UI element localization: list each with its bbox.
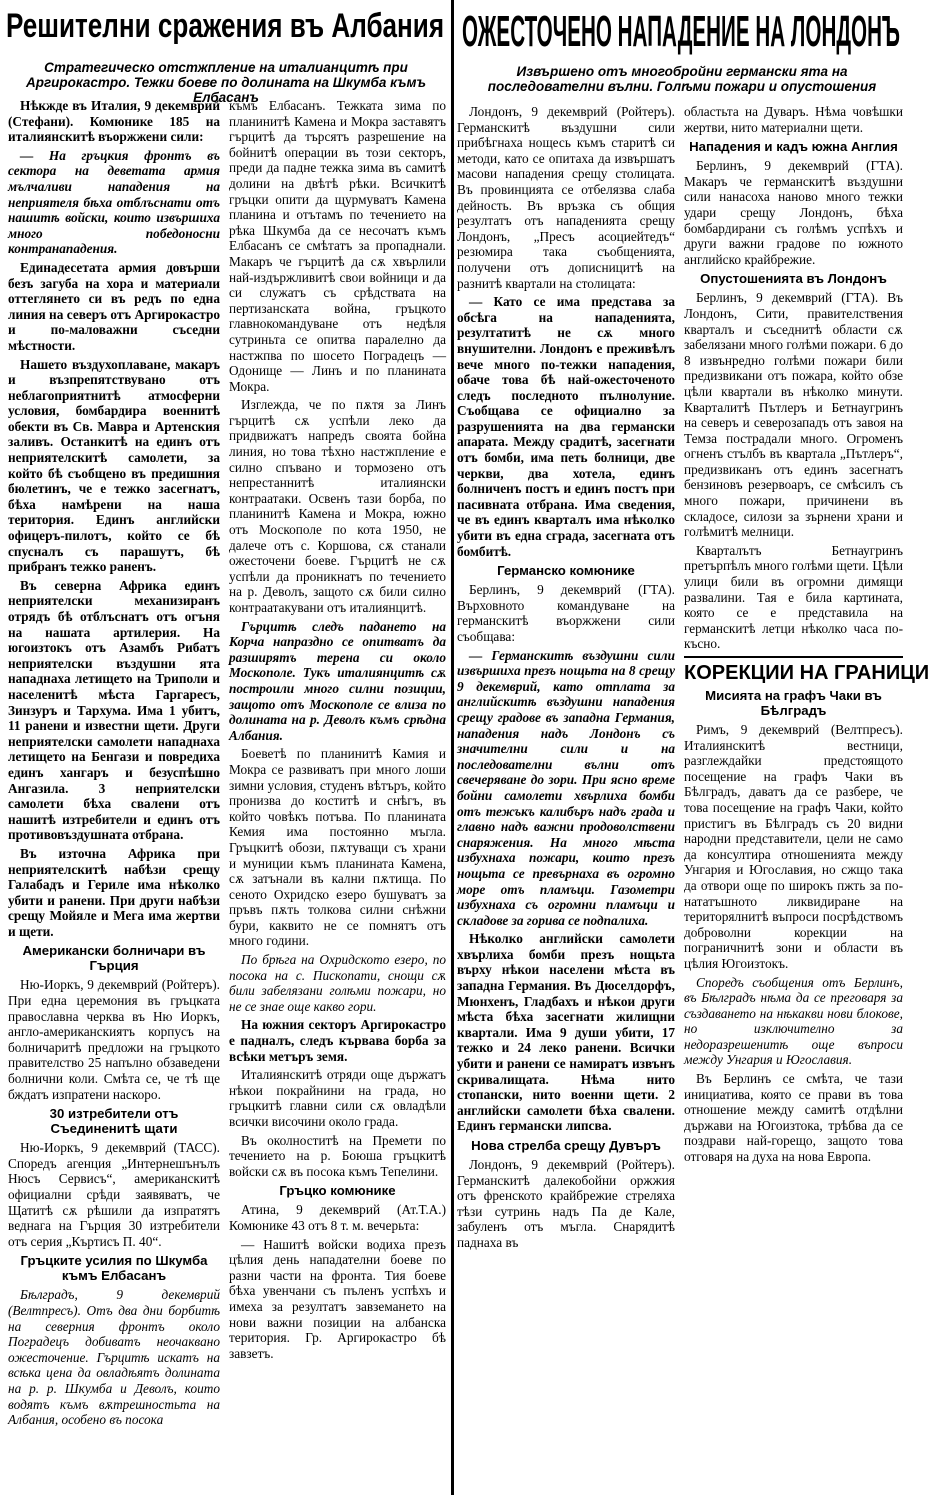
- corrections-deck: Мисията на графъ Чаки въ Бѣлградъ: [705, 688, 882, 718]
- subheading: Опустошенията въ Лондонъ: [700, 271, 887, 287]
- paragraph: — Като се има представа за обсѣга на нападенията, резултатитѣ не сѫ много внушителни. Лондонъ е преживѣлъ вече много по-тежки нападения, обаче това бѣ най-ожесточеното следъ последното пълнолуние. Съобщава се официално за разрушенията на два германски апарата. Между срадитѣ, засегнати отъ бомби, има петь болници, две черкви, два хотела, единъ болниченъ постъ и единъ постъ при пасивната отбрана. Има сведения, че въ единъ кварталъ има нѣколко убити въ една сграда, засегната отъ бомбитѣ.: [457, 294, 675, 559]
- paragraph: Единадесетата армия довърши безъ загуба на хора и материали оттеглянето си въ редъ по една линия на северъ отъ Аргирокастро и по-маловажни съседни мѣстности.: [8, 259, 220, 353]
- paragraph: Атина, 9 декемврий (Ат.Т.А.) Комюнике 43 отъ 8 т. м. вечерьта:: [229, 1202, 446, 1233]
- paragraph: Боеветѣ по планинитѣ Камия и Мокра се развиватъ при много лоши зимни условия, студенъ вѣтъръ, който пронизва до коститѣ и снѣгъ, въ който човѣкъ потъва. По планината Кемия има постоянно мъгла. Гръцкитѣ обози, пѫтуващи съ храни и муниции къмъ планината Камена, сѫ затънали въ кални пѫтища. По сеното Охридско езеро бушуватъ за пръвъ пѫть толкова силни снѣжни бури, каквито не се помнятъ отъ много години.: [229, 746, 446, 949]
- subheading: Нападения и кадъ южна Англия: [689, 139, 898, 155]
- paragraph: Въ Берлинъ се смѣта, че тази инициатива, която се прави въ това отношение между самитѣ отдѣлни държави на Югоизтока, трѣбва да се поздрави най-горещо, защото това отговаря на духа на нова Европа.: [684, 1071, 903, 1165]
- column-divider: [451, 0, 454, 1495]
- albania-deck: Стратегическо отстжпление на италианцитѣ при Аргирокастро. Тежки боеве по долината на Шкумба къмъ Елбасанъ: [25, 60, 427, 105]
- london-headline: ОЖЕСТОЧЕНО НАПАДЕНИЕ НА ЛОНДОНЪ: [462, 7, 900, 56]
- paragraph: Берлинъ, 9 декемврий (ГТА). Макаръ че германскитѣ въздушни сили нанасоха наново много тежки удари срещу Лондонъ, бѣха бомбардирани съ голѣмъ успѣхъ и други важни градове по южното английско крайбрежие.: [684, 158, 903, 267]
- paragraph: Лондонъ, 9 декемврий (Ройтеръ). Германскитѣ въздушни сили прибѣгнаха нощесь къмъ старитѣ си методи, като се опитаха да извършатъ масови нападения срещу столицата. Въ провинцията се отбелязва слаба дейность. Въ връзка съ общия резултатъ отъ нападенията срещу Лондонъ, „Пресъ асоциейтедъ“ резюмира така съобщенията, получени отъ дописницитѣ на разнитѣ квартали на столицата:: [457, 104, 675, 291]
- paragraph: Въ северна Африка единъ неприятелски механизиранъ отрядъ бѣ отблъснатъ отъ огъня на нашата артилерия. На югоизтокъ отъ Азамбъ Рибатъ неприятелски въздушни ята нападнаха летището на Триполи и населенитѣ мѣста Гаргаресъ, Зинзуръ и Тархума. Има 1 убитъ, 11 ранени и известни щети. Други неприятелски самолети нападнаха летището на Бенгази и повредиха единъ хангаръ и безуспѣшно Ангазила. 3 неприятелски самолети бѣха свалени отъ нашитѣ изтребители и единъ отъ противовъздушната отбрана.: [8, 577, 220, 843]
- paragraph: Нашето въздухоплаване, макаръ и възпрепятствувано отъ неблагоприятнитѣ атмосферни условия, бомбардира военнитѣ обекти въ Св. Мавра и Артенския заливъ. Останкитѣ на единъ отъ неприятелскитѣ самолети, за който бѣ съобщено въ предишния бюлетинъ, че е тежко засегнатъ, бѣха намѣрени на наша територия. Единъ английски офицеръ-пилотъ, който се бѣ спусналъ съ парашутъ, бѣ прибранъ тежко раненъ.: [8, 356, 220, 575]
- column-4: [684, 104, 929, 1492]
- column-1: [8, 98, 220, 1492]
- london-deck: Извършено отъ многобройни германски ята на последователни вълни. Голѣми пожари и опустошения: [487, 64, 877, 94]
- albania-report-1: [8, 98, 220, 939]
- paragraph: Берлинъ, 9 декемврий (ГТА). Въ Лондонъ, Сити, правителствения кварталъ и съседнитѣ области сѫ забелязани много голѣми пожари. 6 до 8 извънредно голѣми пожари били предизвикани отъ пожара, който обзе цѣли квартали въ нѣколко минути. Кварталитѣ Пътлеръ и Бетнаугринъ на северъ и северозападъ отъ завоя на Темза пострадали много. Огроменъ огненъ стълбъ въ квартала „Пътлеръ“, предизвиканъ отъ единъ засегнатъ бензиновъ резервоаръ, се смѣсилъ съ много пожари, причинени въ складосе, силози за зърнени храни и голѣмитѣ мелници.: [684, 290, 904, 540]
- paragraph: Гърцитѣ следъ падането на Корча напраздно се опитватъ да разширятъ терена си около Москополе. Тукъ италиянцитѣ сѫ построили много силни позиции, защото отъ Москополе се влиза по долината на р. Деволъ къмъ срѣдна Албания.: [229, 618, 446, 743]
- paragraph: Нѣколко английски самолети хвърлиха бомби презъ нощьта върху нѣкои населени мѣста въ западна Германия. Въ Дюселдорфъ, Мюнхенъ, Гладбахъ и нѣкои други мѣста бѣха засегнати жилищни квартали. Има 9 души убити, 17 тежко и 24 леко ранени. Всички убити и ранени се намиратъ извънъ скривалищата. Нѣма нито стопански, нито военни щети. 2 английски самолети бѣха свалени. Единъ германски липсва.: [457, 931, 675, 1134]
- paragraph: Ню-Иоркъ, 9 декемврий (Ройтеръ). При една церемония въ гръцката православна черква въ Ню Иоркъ, англо-американскиятъ корпусъ на болничаритѣ предложи на гръцкото правителство 25 напълно обзаведени болнични коли. Смѣта се, че тѣ ще бждатъ изпратени наскоро.: [8, 977, 220, 1102]
- paragraph: — На гръцкия фронтъ въ сектора на деветата армия мълчаливи нападения на неприятеля бѣха отблъснати отъ нашитѣ войски, които извършиха много победоносни контранападения.: [8, 147, 220, 257]
- paragraph: Нѣкжде въ Италия, 9 декемврий (Стефани). Комюнике 185 на италиянскитѣ въоржжени сили:: [8, 98, 220, 145]
- paragraph: Въ околноститѣ на Премети по течението на р. Боюша гръцкитѣ войски сѫ въ посока къмъ Тепелини.: [229, 1132, 446, 1179]
- paragraph: Ню-Иоркъ, 9 декемврий (ТАСС). Споредъ агенция „Интернешънълъ Нюсъ Сервисъ“, американскитѣ официални срѣди заявяватъ, че Щатитѣ сѫ рѣшили да изпратятъ веднага на Гърция 30 изтребители отъ серия „Къртисъ П. 40“.: [8, 1140, 220, 1249]
- paragraph: Кварталътъ Бетнаугринъ претърпѣлъ много голѣми щети. Цѣли улици били въ огромни димящи развалини. Тая е била картината, която се е представила на германскитѣ летци нѣколко часа по-късно.: [684, 542, 903, 652]
- paragraph: Изглежда, че по пѫтя за Линъ гърцитѣ сѫ успѣли леко да придвижатъ напредъ своята бойна линия, но това тѣхно настжпление е силно спъвано и тормозено отъ непрестаннитѣ италиянски контраатаки. Освенъ тази борба, по планинитѣ Камена и Мокра, южно отъ Москополе по кота 1950, не далече отъ с. Коршова, сѫ станали ожесточени боеве. Гърцитѣ не сѫ успѣли да проникнатъ по течението на р. Деволъ, защото сѫ били силно контраатакувани отъ италиянцитѣ.: [229, 397, 446, 615]
- subheading: Гръцко комюнике: [279, 1183, 396, 1199]
- paragraph: Лондонъ, 9 декемврий (Ройтеръ). Германскитѣ далекобойни оржжия отъ френското крайбрежие стреляха тѣзи сутринь надъ Па де Кале, забуленъ отъ мъгла. Снарядитѣ паднаха въ: [457, 1157, 675, 1250]
- paragraph: Италиянскитѣ отряди още държатъ нѣкои покрайнини на града, но гръцкитѣ главни сили сѫ овладѣли всички височини около града.: [229, 1067, 446, 1129]
- paragraph: къмъ Елбасанъ. Тежката зима по планинитѣ Камена и Мокра заставятъ гърцитѣ да търсятъ разрешение на бойнитѣ операции въ този секторъ, преди да падне тежка зима въ самитѣ долини на двѣтѣ рѣки. Всичкитѣ гръцки опити да щурмуватъ Камена планина и отътамъ по течението на рѣка Шкумба да се несочатъ къмъ Елбасанъ се смѣтатъ за пропаднали. Макаръ че гърцитѣ да сѫ хвърлили най-издържливитѣ свои войници и да си служатъ съ срѣдствата на пертизанската война, гръцкото главнокомандуване отъ недѣля сутриньта се опитва паралелно да настжпва по шосето Поградецъ — Одонище — Линъ и по планината Мокра.: [229, 98, 446, 394]
- corrections-headline: КОРЕКЦИИ НА ГРАНИЦИ: [684, 662, 929, 684]
- paragraph: Бѣлградъ, 9 декемврий (Велтпресъ). Отъ два дни борбитѣ на северния фронтъ около Поградецъ добиватъ неочаквано ожесточение. Гърцитѣ искатъ на всѣка цена да овладѣятъ долината на р. р. Шкумба и Деволъ, които водятъ къмъ вѫтрешностьта на Албания, особено въ посока: [8, 1287, 220, 1428]
- paragraph: На южния секторъ Аргирокастро е падналъ, следъ кървава борба за всѣки метъръ земя.: [229, 1017, 446, 1064]
- section-rule: [684, 656, 903, 658]
- subheading: 30 изтребители отъ Съединенитѣ щати: [49, 1106, 179, 1137]
- paragraph: областьта на Дуваръ. Нѣма човѣшки жертви, нито материални щети.: [684, 104, 903, 135]
- subheading: Американски болничари въ Гърция: [22, 943, 206, 974]
- paragraph: По брѣга на Охридското езеро, по посока на с. Пископати, снощи сѫ били забелязани голѣми пожари, но не се знае още какво гори.: [229, 952, 446, 1014]
- paragraph: Въ източна Африка при неприятелскитѣ набѣзи срещу Галабадъ и Гериле има нѣколко убити и ранени. При други набѣзи срещу Мойяле и Мега има жертви и щети.: [8, 845, 220, 939]
- subheading: Нова стрелба срещу Дувъръ: [471, 1138, 661, 1153]
- albania-headline: Решителни сражения въ Албания: [6, 7, 445, 45]
- paragraph: — Германскитѣ въздушни сили извършиха презъ нощьта на 8 срещу 9 декемврий, като отплата за английскитѣ въздушни нападения срещу градове въ западна Германия, нападения надъ Лондонъ съ значителни сили и на последователни вълни отъ свечеряване до зори. При ясно време бойни самолети хвърлиха бомби отъ тежъкъ калибъръ надъ града и главно надъ важни продоволствени снаряжения. На много мѣста избухнаха пожари, които презъ нощьта се превърнаха въ огромно море отъ пламъци. Газометри избухнаха съ огромни пламъци и складове за горива се подпалиха.: [457, 647, 675, 928]
- paragraph: Споредъ съобщения отъ Берлинъ, въ Бѣлградъ нѣма да се преговаря за създаването на нѣкакви нови блокове, но изключително за недоразрешенитѣ още въпроси между Унгария и Югославия.: [684, 974, 903, 1068]
- paragraph: Римъ, 9 декемврий (Велтпресъ). Италиянскитѣ вестници, разглеждайки предстоящото посещение на графъ Чаки въ Бѣлградъ, даватъ да се разбере, че това посещение на графъ Чаки, който пристигъ въ Бѣлградъ съ 20 видни народни представители, цели не само да консултира отношенията между Унгария и Югославия, но сжщо така да отвори още по широкъ пжть за по-нататъшното ликвидиране на територялнитѣ въпроси посрѣдствомъ доброволни корекции на пограничнитѣ зони и области въ цѣлия Югоизтокъ.: [684, 722, 903, 971]
- subheading: Гръцките усилия по Шкумба къмъ Елбасанъ: [20, 1253, 208, 1284]
- paragraph: — Нашитѣ войски водиха презъ цѣлия день нападателни боеве по разни части на фронта. Тия боеве бѣха увенчани съ пъленъ успѣхъ и имеха за резултатъ завземането на нови важни позиции на албанска територия. Гр. Аргирокастро бѣ завзетъ.: [229, 1236, 446, 1361]
- column-2: [229, 98, 446, 1492]
- subheading: Германско комюнике: [497, 563, 635, 579]
- column-3: [457, 104, 675, 1492]
- paragraph: Берлинъ, 9 декемврий (ГТА). Върховното командуване на германскитѣ въоржжени сили съобщава:: [457, 582, 675, 644]
